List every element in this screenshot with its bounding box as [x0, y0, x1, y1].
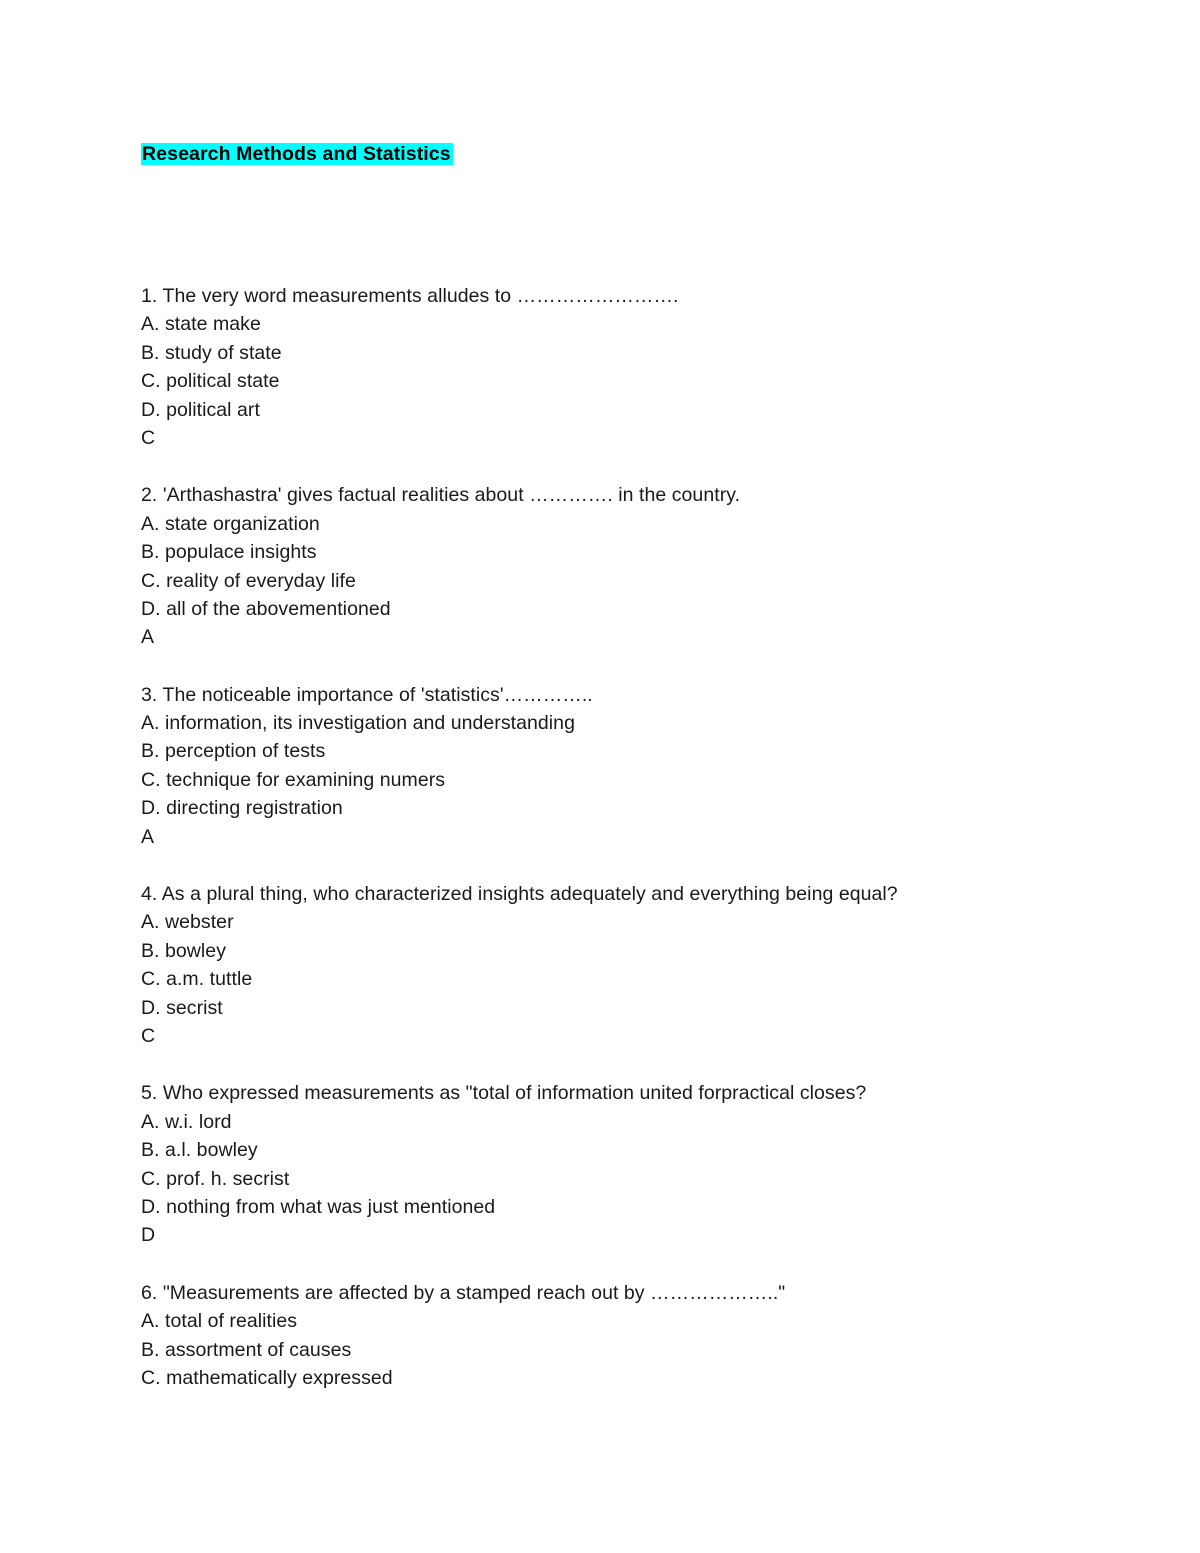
option-a: A. state organization	[141, 512, 320, 535]
question-item	[141, 880, 1141, 1050]
option-c: C. prof. h. secrist	[141, 1167, 290, 1190]
question-item	[141, 282, 1141, 452]
answer-key: A	[141, 626, 155, 649]
option-b: B. a.l. bowley	[141, 1139, 258, 1162]
option-c: C. mathematically expressed	[141, 1366, 393, 1389]
question-stem: 4. As a plural thing, who characterized insights adequately and everything being equal?	[141, 883, 898, 906]
highlighted-title-text: Research Methods and Statistics	[142, 143, 451, 165]
question-stem: 3. The noticeable importance of 'statistics'…………..	[141, 683, 593, 706]
option-b: B. study of state	[141, 341, 282, 364]
document-title	[141, 140, 453, 168]
option-c: C. political state	[141, 370, 280, 393]
option-d: D. all of the abovementioned	[141, 597, 391, 620]
option-b: B. perception of tests	[141, 740, 326, 763]
question-item	[141, 481, 1141, 651]
option-a: A. information, its investigation and understanding	[141, 712, 575, 735]
option-d: D. nothing from what was just mentioned	[141, 1195, 496, 1218]
option-d: D. directing registration	[141, 797, 343, 820]
question-item	[141, 681, 1141, 851]
answer-key: C	[141, 1024, 156, 1047]
option-a: A. state make	[141, 313, 261, 336]
question-stem: 6. "Measurements are affected by a stamped reach out by ……………….."	[141, 1281, 786, 1304]
option-b: B. populace insights	[141, 541, 317, 564]
option-d: D. secrist	[141, 996, 223, 1019]
option-a: A. w.i. lord	[141, 1110, 232, 1133]
option-b: B. bowley	[141, 939, 226, 962]
answer-key: A	[141, 825, 155, 848]
answer-key: C	[141, 426, 156, 449]
option-d: D. political art	[141, 398, 260, 421]
option-c: C. technique for examining numers	[141, 768, 446, 791]
question-item	[141, 1279, 1141, 1393]
option-a: A. total of realities	[141, 1310, 298, 1333]
question-item	[141, 1079, 1141, 1249]
option-a: A. webster	[141, 911, 234, 934]
question-list	[141, 282, 1141, 1421]
option-b: B. assortment of causes	[141, 1338, 352, 1361]
question-stem: 2. 'Arthashastra' gives factual realities about …………. in the country.	[141, 484, 741, 507]
question-stem: 1. The very word measurements alludes to …………………….	[141, 285, 679, 307]
question-stem: 5. Who expressed measurements as "total of information united forpractical closes?	[141, 1082, 867, 1105]
option-c: C. reality of everyday life	[141, 569, 356, 592]
answer-key: D	[141, 1224, 156, 1247]
option-c: C. a.m. tuttle	[141, 968, 253, 991]
